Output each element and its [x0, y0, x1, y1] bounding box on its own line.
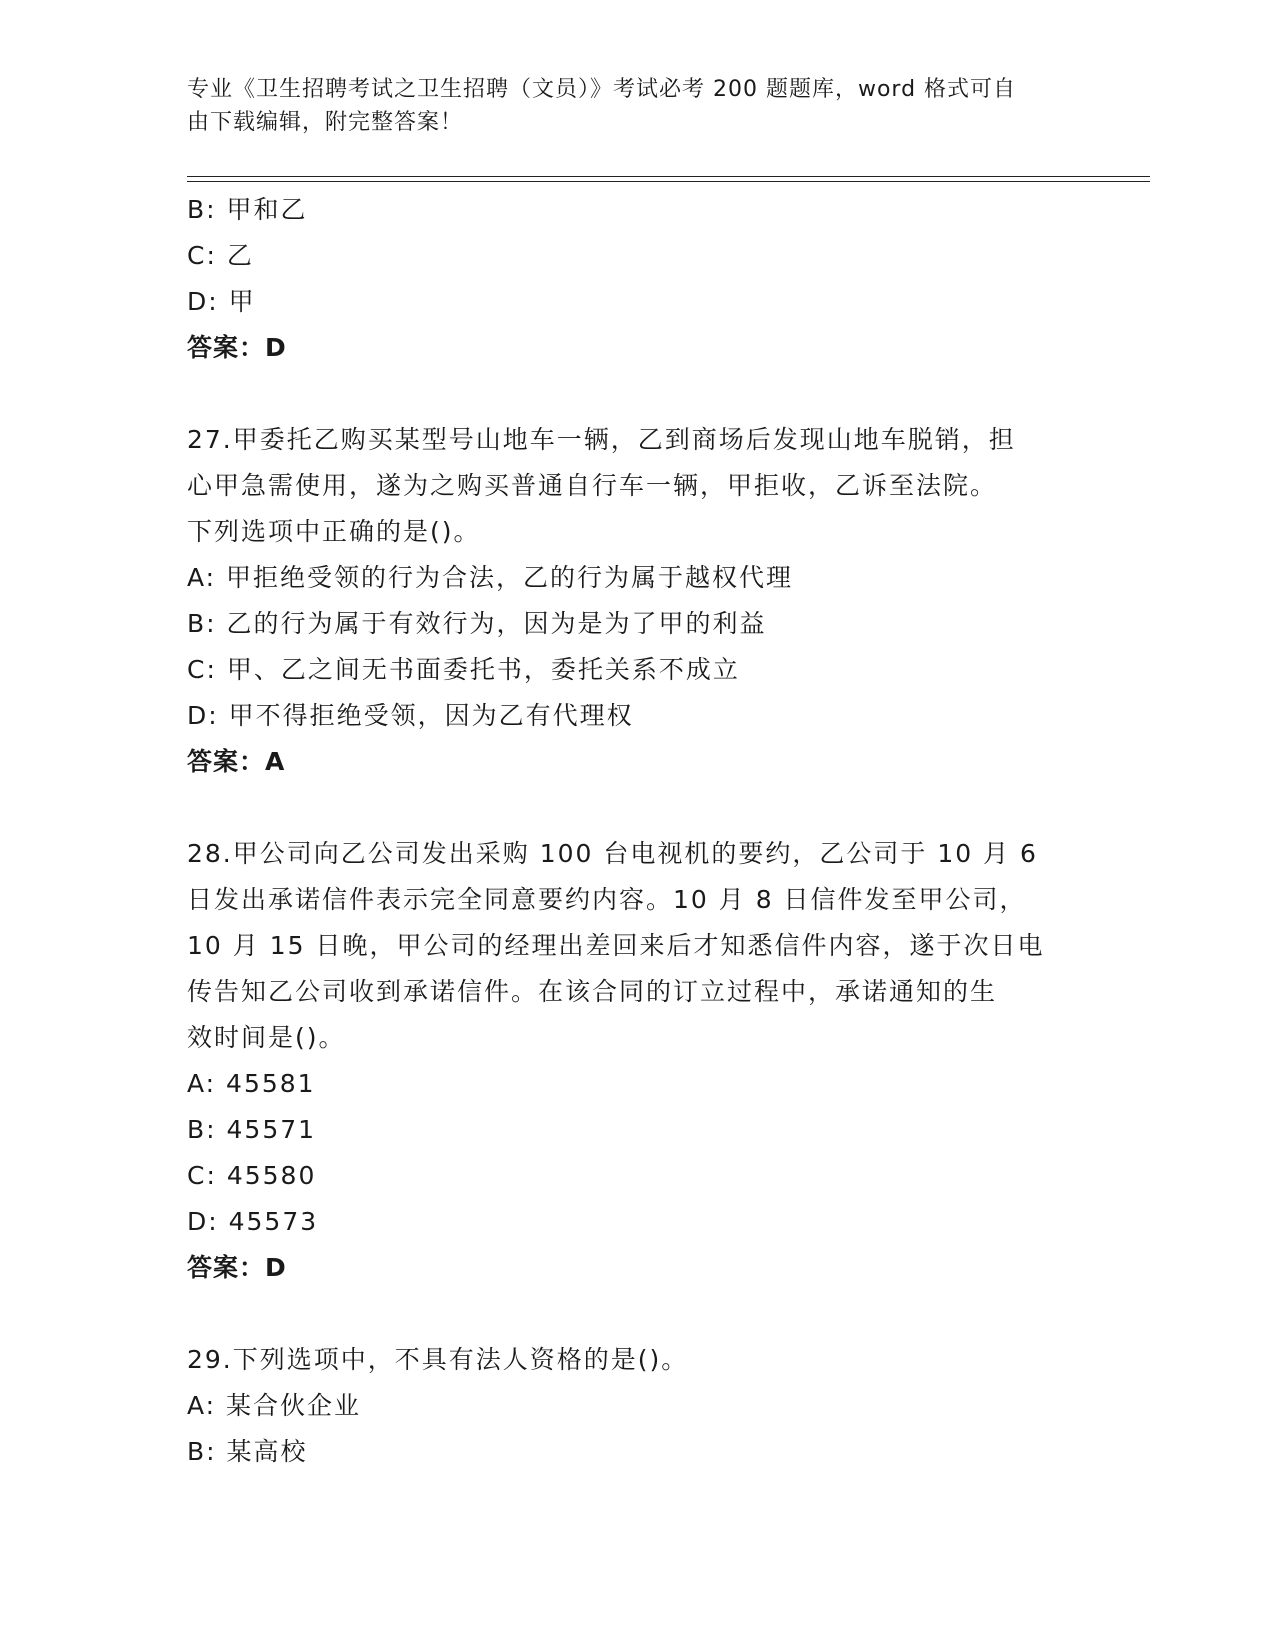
spacer	[187, 1291, 1087, 1337]
question-27	[187, 417, 1087, 785]
answer: 答案：D	[187, 333, 287, 362]
option-a: A: 某合伙企业	[187, 1391, 362, 1420]
question-text-line: 10 月 15 日晚，甲公司的经理出差回来后才知悉信件内容，遂于次日电	[187, 931, 1045, 960]
question-text-line: 28.甲公司向乙公司发出采购 100 台电视机的要约，乙公司于 10 月 6	[187, 839, 1038, 868]
option-c: C: 甲、乙之间无书面委托书，委托关系不成立	[187, 655, 740, 684]
option-b: B: 某高校	[187, 1437, 308, 1466]
question-text-line: 效时间是()。	[187, 1023, 346, 1052]
header-line-1: 专业《卫生招聘考试之卫生招聘（文员）》考试必考 200 题题库，word 格式可自	[187, 77, 1017, 102]
header-divider-bottom	[187, 181, 1150, 182]
header-divider-top	[187, 176, 1150, 177]
option-c: C: 乙	[187, 241, 254, 270]
answer: 答案：D	[187, 1253, 287, 1282]
option-c: C: 45580	[187, 1161, 317, 1190]
option-b: B: 乙的行为属于有效行为，因为是为了甲的利益	[187, 609, 767, 638]
spacer	[187, 371, 1087, 417]
question-28	[187, 831, 1087, 1291]
question-26-continued	[187, 187, 1087, 371]
spacer	[187, 785, 1087, 831]
option-b: B: 45571	[187, 1115, 317, 1144]
question-text-line: 日发出承诺信件表示完全同意要约内容。10 月 8 日信件发至甲公司，	[187, 885, 1027, 914]
document-body	[187, 187, 1087, 1475]
answer: 答案：A	[187, 747, 286, 776]
question-text-line: 27.甲委托乙购买某型号山地车一辆，乙到商场后发现山地车脱销，担	[187, 425, 1016, 454]
page-header	[187, 73, 1067, 139]
question-text-line: 29.下列选项中，不具有法人资格的是()。	[187, 1345, 689, 1374]
option-a: A: 45581	[187, 1069, 316, 1098]
question-text-line: 传告知乙公司收到承诺信件。在该合同的订立过程中，承诺通知的生	[187, 977, 998, 1006]
question-text-line: 下列选项中正确的是()。	[187, 517, 481, 546]
option-a: A: 甲拒绝受领的行为合法，乙的行为属于越权代理	[187, 563, 794, 592]
header-line-2: 由下载编辑，附完整答案！	[187, 110, 464, 135]
option-d: D: 45573	[187, 1207, 319, 1236]
option-b: B: 甲和乙	[187, 195, 308, 224]
question-29	[187, 1337, 1087, 1475]
question-text-line: 心甲急需使用，遂为之购买普通自行车一辆，甲拒收，乙诉至法院。	[187, 471, 998, 500]
option-d: D: 甲	[187, 287, 256, 316]
option-d: D: 甲不得拒绝受领，因为乙有代理权	[187, 701, 634, 730]
